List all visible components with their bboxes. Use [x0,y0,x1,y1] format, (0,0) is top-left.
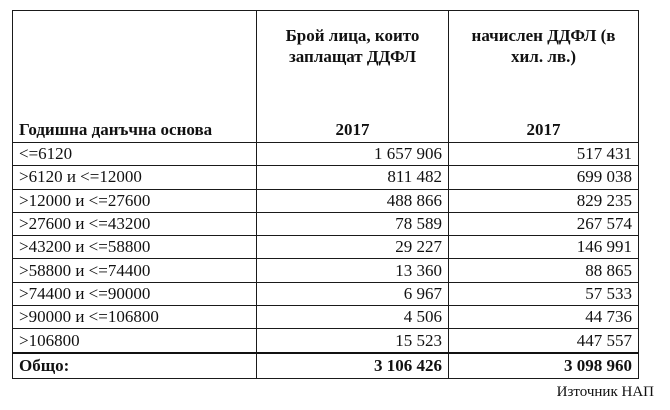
tax-band-cell: >58800 и <=74400 [13,259,257,282]
tax-band-cell: >43200 и <=58800 [13,236,257,259]
tax-band-cell: >74400 и <=90000 [13,282,257,305]
tax-cell: 517 431 [449,143,639,166]
tax-band-cell: >6120 и <=12000 [13,166,257,189]
persons-cell: 4 506 [257,306,449,329]
table-row [13,282,639,305]
source-note: Източник НАП [556,384,654,400]
table-row [13,329,639,353]
tax-column-header: начислен ДДФЛ (в хил. лв.) [449,11,639,113]
persons-cell: 15 523 [257,329,449,353]
total-label: Общо: [13,353,257,379]
persons-column-header: Брой лица, които заплащат ДДФЛ [257,11,449,113]
persons-cell: 6 967 [257,282,449,305]
table-row [13,166,639,189]
header-blank-cell [13,11,257,113]
tax-band-cell: >27600 и <=43200 [13,212,257,235]
tax-cell: 44 736 [449,306,639,329]
total-tax: 3 098 960 [449,353,639,379]
tax-cell: 57 533 [449,282,639,305]
tax-band-cell: >90000 и <=106800 [13,306,257,329]
table-body [13,143,639,353]
table-row [13,259,639,282]
table-row [13,306,639,329]
tax-band-cell: >106800 [13,329,257,353]
tax-band-cell: <=6120 [13,143,257,166]
tax-cell: 267 574 [449,212,639,235]
total-persons: 3 106 426 [257,353,449,379]
persons-cell: 78 589 [257,212,449,235]
total-row [13,353,639,379]
tax-cell: 829 235 [449,189,639,212]
tax-year-label: 2017 [449,112,639,143]
tax-base-header: Годишна данъчна основа [13,112,257,143]
income-tax-table [12,10,639,379]
tax-band-cell: >12000 и <=27600 [13,189,257,212]
persons-cell: 1 657 906 [257,143,449,166]
persons-cell: 488 866 [257,189,449,212]
tax-cell: 447 557 [449,329,639,353]
table-row [13,189,639,212]
table-row [13,143,639,166]
tax-cell: 699 038 [449,166,639,189]
persons-cell: 29 227 [257,236,449,259]
tax-cell: 88 865 [449,259,639,282]
persons-cell: 13 360 [257,259,449,282]
persons-year-label: 2017 [257,112,449,143]
table-header-row [13,11,639,113]
table-row [13,236,639,259]
table-row [13,212,639,235]
persons-cell: 811 482 [257,166,449,189]
tax-cell: 146 991 [449,236,639,259]
year-header-row [13,112,639,143]
